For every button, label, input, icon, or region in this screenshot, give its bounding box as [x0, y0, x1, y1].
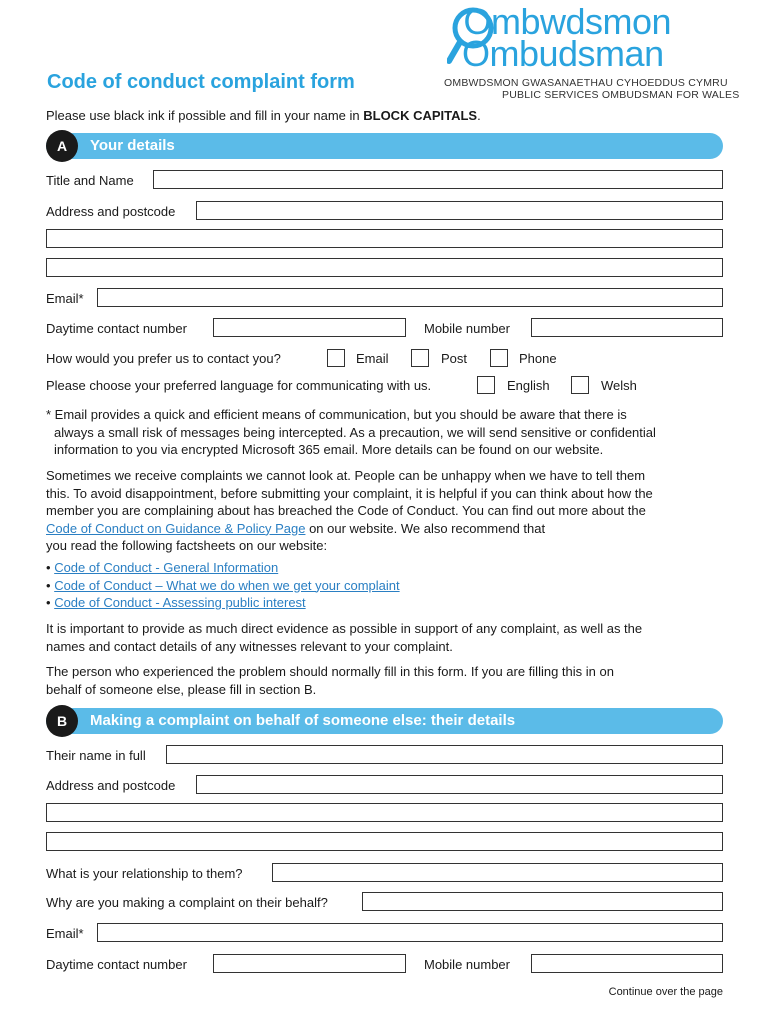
address-field-2[interactable]: [46, 229, 723, 248]
why-behalf-field[interactable]: [362, 892, 723, 911]
their-email-field[interactable]: [97, 923, 723, 942]
their-address-field-3[interactable]: [46, 832, 723, 851]
contact-email-checkbox[interactable]: [327, 349, 345, 367]
contact-post-checkbox[interactable]: [411, 349, 429, 367]
contact-post-label: Post: [441, 351, 468, 366]
their-daytime-field[interactable]: [213, 954, 406, 973]
list-item: • Code of Conduct - Assessing public interest: [46, 595, 306, 610]
language-welsh-checkbox[interactable]: [571, 376, 589, 394]
mobile-field[interactable]: [531, 318, 723, 337]
language-english-checkbox[interactable]: [477, 376, 495, 394]
factsheet-link-what-we-do[interactable]: Code of Conduct – What we do when we get your complaint: [54, 577, 400, 593]
email-label: Email*: [46, 291, 84, 306]
their-name-field[interactable]: [166, 745, 723, 764]
logo-subtitle-english: PUBLIC SERVICES OMBUDSMAN FOR WALES: [502, 89, 740, 101]
section-b-intro: The person who experienced the problem should normally fill in this form. If you are filling this in on behalf of someone else, please fill in section B.: [46, 664, 614, 697]
contact-question: How would you prefer us to contact you?: [46, 351, 281, 366]
evidence-note: It is important to provide as much direct evidence as possible in support of any complaint, as well as the names and contact details of any witnesses relevant to your complaint.: [46, 621, 643, 654]
email-note: * Email provides a quick and efficient means of communication, but you should be aware that there is always a small risk of messages being intercepted. As a precaution, we will send sensitive or confidential information to you via encrypted Microsoft 365 email. More details can be found on our website.: [46, 407, 656, 457]
email-field[interactable]: [97, 288, 723, 307]
their-daytime-label: Daytime contact number: [46, 957, 187, 972]
section-b-letter: B: [46, 705, 78, 737]
section-a-title: Your details: [90, 137, 175, 154]
section-b-header: [46, 708, 723, 734]
their-mobile-field[interactable]: [531, 954, 723, 973]
their-mobile-label: Mobile number: [424, 957, 510, 972]
title-name-field[interactable]: [153, 170, 723, 189]
continue-note: Continue over the page: [608, 986, 723, 998]
list-item: • Code of Conduct - General Information: [46, 560, 279, 575]
language-question: Please choose your preferred language for communicating with us.: [46, 378, 432, 393]
section-a-letter: A: [46, 130, 78, 162]
why-behalf-label: Why are you making a complaint on their behalf?: [46, 895, 328, 910]
relationship-field[interactable]: [272, 863, 723, 882]
list-item: • Code of Conduct – What we do when we get your complaint: [46, 577, 400, 593]
intro-text: Please use black ink if possible and fill in your name in BLOCK CAPITALS.: [46, 108, 481, 123]
guidance-policy-link[interactable]: Code of Conduct on Guidance & Policy Page: [46, 520, 306, 536]
section-a-header: [46, 133, 723, 159]
address-field-3[interactable]: [46, 258, 723, 277]
their-address-label: Address and postcode: [46, 778, 176, 793]
factsheet-link-general[interactable]: Code of Conduct - General Information: [54, 560, 279, 575]
factsheet-list: [46, 559, 726, 612]
address-field-1[interactable]: [196, 201, 723, 220]
address-label: Address and postcode: [46, 204, 176, 219]
mobile-label: Mobile number: [424, 321, 510, 336]
their-email-label: Email*: [46, 926, 84, 941]
factsheet-link-public-interest[interactable]: Code of Conduct - Assessing public interest: [54, 595, 306, 610]
language-english-label: English: [507, 378, 550, 393]
their-address-field-1[interactable]: [196, 775, 723, 794]
relationship-label: What is your relationship to them?: [46, 866, 243, 881]
logo-english: Ombudsman: [462, 33, 664, 74]
page-title: Code of conduct complaint form: [47, 71, 355, 93]
logo-welsh: Ombwdsmon: [463, 1, 672, 42]
their-address-field-2[interactable]: [46, 803, 723, 822]
language-welsh-label: Welsh: [601, 378, 637, 393]
daytime-field[interactable]: [213, 318, 406, 337]
section-b-title: Making a complaint on behalf of someone else: their details: [90, 712, 516, 729]
daytime-label: Daytime contact number: [46, 321, 187, 336]
contact-phone-label: Phone: [519, 351, 557, 366]
complaint-guidance: Sometimes we receive complaints we cannot look at. People can be unhappy when we have to tell them this. To avoid disappointment, before submitting your complaint, it is helpful if you can think about how the member you are complaining about has breached the Code of Conduct. You can find out more about the Code of Conduct on Guidance & Policy Page on our website. We also recommend that you read the following factsheets on our website:: [46, 468, 653, 553]
contact-email-label: Email: [356, 351, 389, 366]
contact-phone-checkbox[interactable]: [490, 349, 508, 367]
their-name-label: Their name in full: [46, 748, 146, 763]
title-name-label: Title and Name: [46, 173, 134, 188]
logo-subtitle-welsh: OMBWDSMON GWASANAETHAU CYHOEDDUS CYMRU: [444, 77, 728, 89]
